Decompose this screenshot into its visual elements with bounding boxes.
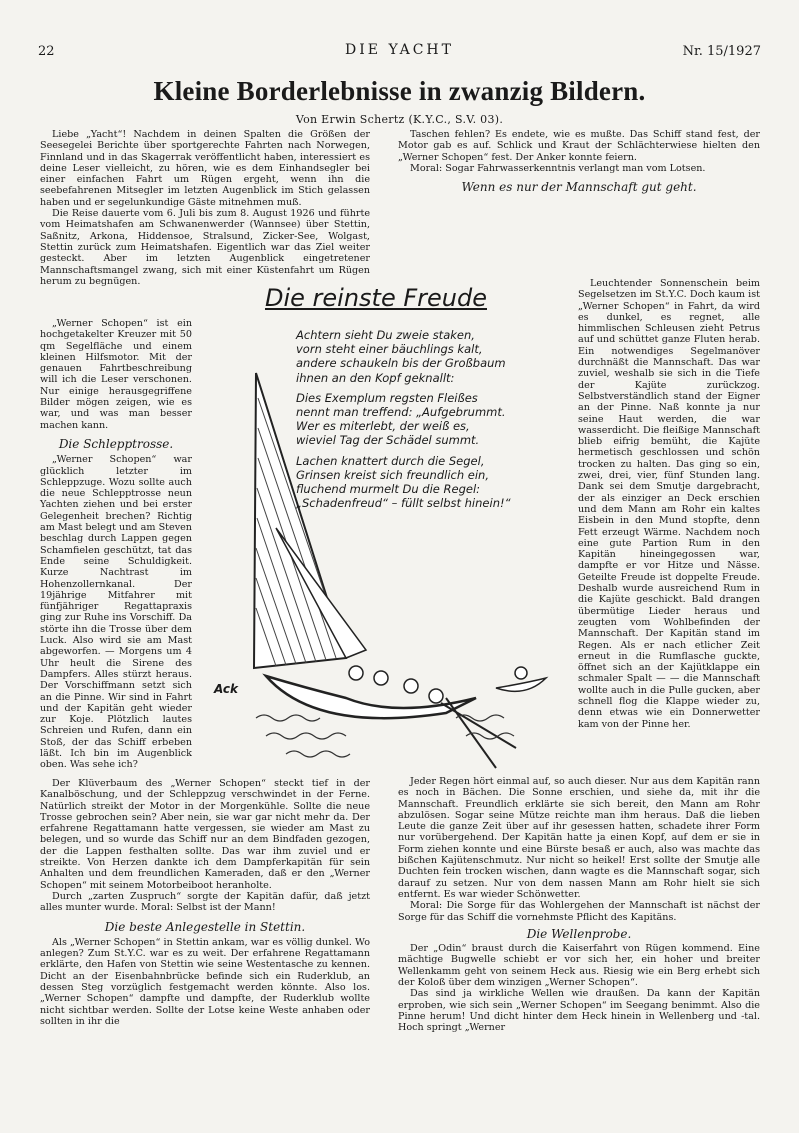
artist-signature: Ack [214, 682, 239, 696]
poem-line: „Schadenfreud“ – füllt selbst hinein!“ [296, 496, 511, 511]
section-heading: Die Schlepptrosse. [58, 436, 174, 451]
poem-line: vorn steht einer bäuchlings kalt, [296, 342, 483, 357]
illustration [196, 278, 576, 778]
paragraph: Die Reise dauerte vom 6. Juli bis zum 8. August 1926 und führte vom Heimatshafen am Schwanenwerder (Wannsee) über Stettin, Saßnitz, Arkona, Hiddensoe, Stralsund, Zicker-See, Wolgast, Stettin zurück zum Heimatshafen. Eigentlich war das Ziel weiter gesteckt. Aber im letzten Augenblick eingetretener Mannschaftsmangel zwang, sich mit einer Küstenfahrt um Rügen herum zu begnügen. [40, 208, 370, 287]
illustration-poem [296, 328, 546, 510]
poem-line: ihnen an den Kopf geknallt: [296, 370, 455, 385]
poem-line: Dies Exemplum regsten Fleißes [296, 390, 478, 405]
paragraph: Moral: Sogar Fahrwasserkenntnis verlangt man vom Lotsen. [410, 162, 706, 174]
poem-line: nennt man treffend: „Aufgebrummt. [296, 405, 506, 420]
section-heading: Wenn es nur der Mannschaft gut geht. [461, 180, 697, 195]
poem-line: Achtern sieht Du zweie staken, [296, 328, 475, 342]
poem-line: fluchend murmelt Du die Regel: [296, 482, 481, 497]
paragraph: Taschen fehlen? Es endete, wie es mußte. Das Schiff stand fest, der Motor gab es auf. Schlick und Kraut der Schlächterwiese hielten den „Werner Schopen“ fest. Der Anker konnte feiern. [398, 129, 760, 163]
page-number: 22 [38, 44, 55, 59]
paragraph: Liebe „Yacht“! Nachdem in deinen Spalten die Größen der Seesegelei Berichte über sportgerechte Fahrten nach Norwegen, Finnland und in das Skagerrak veröffentlicht haben, interessiert es deine Leser vielleicht, zu hören, wie es dem Einhandsegler bei einer einfachen Fahrt um Rügen ergeht, wenn ihn die seebefahrenen Mitsegler im letzten Augenblick im Stich gelassen haben und er segelunkundige Gäste mitnehmen muß. [40, 129, 370, 208]
left-column-top [40, 129, 370, 287]
illustration-title: Die reinste Freude [264, 284, 487, 312]
issue-number: Nr. 15/1927 [682, 44, 761, 59]
paragraph: Moral: Die Sorge für das Wohlergehen der Mannschaft ist nächst der Sorge für das Schiff die vornehmste Pflicht des Kapitäns. [398, 900, 760, 923]
paragraph: Als „Werner Schopen“ in Stettin ankam, war es völlig dunkel. Wo anlegen? Zum St.Y.C. war es zu weit. Der erfahrene Regattamann erklärte, den Hafen von Stettin wie seine Westentasche zu kennen. Dicht an der Eisenbahnbrücke befinde sich ein Ruderklub, an dessen Steg vorzüglich festgemacht werden könnte. Also los. „Werner Schopen“ dampfte und dampfte, der Ruderklub wollte nicht sichtbar werden. Sollte der Lotse keine Weste anhaben oder sollten in ihr die [40, 936, 370, 1027]
poem-line: Lachen knattert durch die Segel, [296, 453, 485, 468]
paragraph: Jeder Regen hört einmal auf, so auch dieser. Nur aus dem Kapitän rann es noch in Bächen. Die Sonne erschien, und siehe da, mit ihr die Mannschaft. Freundlich erklärte sie sich bereit, den Mann am Rohr abzulösen. Sogar seine Mütze reichte man ihm heraus. Daß die lieben Leute die ganze Zeit über auf ihr gesessen hatten, schadete ihrer Form nur vorübergehend. Der Kapitän hatte ja einen Kopf, auf dem er sie in Form ziehen konnte und eine Bürste besaß er auch, also was machte das bißchen Kajütenschmutz. Nur nicht so heikel! Erst sollte der Smutje alle Duchten fein trocken wischen, dann wagte es die Mannschaft sogar, sich darauf zu setzen. Nur von dem nassen Mann am Rohr hielt sie sich entfernt. Es war wieder Schönwetter. [398, 776, 760, 900]
journal-name: DIE YACHT [345, 42, 454, 58]
poem-line: andere schaukeln bis der Großbaum [296, 356, 506, 371]
right-column-top [398, 129, 760, 197]
paragraph: „Werner Schopen“ war glücklich letzter im Schleppzuge. Wozu sollte auch die neue Schlepptrosse neun Yachten ziehen und bei erster Gelegenheit brechen? Richtig am Mast belegt und am Steven beschlag durch Lappen gegen Schamfielen geschützt, tat das Ende seine Schuldigkeit. Kurze Nachtrast im Hohenzollernkanal. Der 19jährige Mitfahrer mit fünfjähriger Regattapraxis ging zur Ruhe ins Vorschiff. Da störte ihn die Trosse über dem Luck. Also wird sie am Mast abgeworfen. — Morgens um 4 Uhr heult die Sirene des Dampfers. Alles stürzt heraus. Der Vorschiffmann setzt sich an die Pinne. Wir sind in Fahrt und der Kapitän geht wieder zur Koje. Plötzlich lautes Schreien und Rufen, dann ein Stoß, der das Schiff erbeben läßt. Ich bin im Augenblick oben. Was sehe ich? [40, 454, 192, 771]
section-heading: Die Wellenprobe. [526, 926, 632, 941]
paragraph: Der „Odin“ braust durch die Kaiserfahrt von Rügen kommend. Eine mächtige Bugwelle schiebt er vor sich her, ein hoher und breiter Wellenkamm geht von seinem Heck aus. Riesig wie ein Berg erhebt sich der Koloß über dem winzigen „Werner Schopen“. [398, 943, 760, 989]
paragraph: „Werner Schopen“ ist ein hochgetakelter Kreuzer mit 50 qm Segelfläche und einem kleinen Hilfsmotor. Mit der genauen Fahrtbeschreibung will ich die Leser verschonen. Nur einige herausgegriffene Bilder mögen zeigen, wie es war, und was man besser machen kann. [40, 318, 192, 431]
article-byline: Von Erwin Schertz (K.Y.C., S.V. 03). [295, 113, 504, 126]
paragraph: Das sind ja wirkliche Wellen wie draußen. Da kann der Kapitän erproben, wie sich sein „Werner Schopen“ im Seegang benimmt. Also die Pinne herum! Und dicht hinter dem Heck hinein in Wellenberg und -tal. Hoch springt „Werner [398, 988, 760, 1034]
article-title: Kleine Borderlebnisse in zwanzig Bildern. [153, 76, 646, 106]
paragraph: Der Klüverbaum des „Werner Schopen“ steckt tief in der Kanalböschung, und der Schleppzug verschwindet in der Ferne. Natürlich streikt der Motor in der Morgenkühle. Sollte die neue Trosse gebrochen sein? Aber nein, sie war gar nicht mehr da. Der erfahrene Regattamann hatte vergessen, sie wieder am Mast zu belegen, und so wurde das Schiff nur an dem Bindfaden gezogen, der die Lappen festhalten sollte. Das war ihm zuviel und er streikte. Von Herzen dankte ich dem Dampferkapitän für sein Anhalten und dem freundlichen Kameraden, daß er den „Werner Schopen“ mit seinem Motorbeiboot heranholte. [40, 778, 370, 891]
left-column-narrow [40, 318, 192, 771]
poem-line: Grinsen kreist sich freundlich ein, [296, 467, 490, 482]
paragraph: Durch „zarten Zuspruch“ sorgte der Kapitän dafür, daß jetzt alles munter wurde. Moral: Selbst ist der Mann! [40, 890, 370, 914]
poem-line: Wer es miterlebt, der weiß es, [296, 419, 470, 434]
left-column-bottom [40, 778, 370, 1027]
right-column-bottom [398, 776, 760, 1034]
right-column-narrow [578, 278, 760, 730]
paragraph: Leuchtender Sonnenschein beim Segelsetzen im St.Y.C. Doch kaum ist „Werner Schopen“ in Fahrt, da wird es dunkel, es regnet, alle himmlischen Schleusen zieht Petrus auf und schüttet ganze Fluten herab. Ein notwendiges Segelmanöver durchnäßt die Mannschaft. Das war zuviel, weshalb sie sich in die Tiefe der Kajüte zurückzog. Selbstverständlich stand der Eigner an der Pinne. Naß konnte ja nur seine Haut werden, die war wasserdicht. Die fleißige Mannschaft blieb eifrig bemüht, die Kajüte hermetisch geschlossen und schön trocken zu halten. Das ging so ein, zwei, drei, vier, fünf Stunden lang. Dank sei dem Smutje dargebracht, der als einziger an Deck erschien und dem Mann am Rohr ein kaltes Eisbein in den Mund stopfte, denn Fett erzeugt Wärme. Nachdem noch eine gute Partion Rum in den Kapitän hineingegossen war, dampfte er vor Hitze und Nässe. Geteilte Freude ist doppelte Freude. Deshalb wurde ausreichend Rum in die Kajüte geschickt. Bald drangen übermütige Lieder heraus und zeugten vom Wohlbefinden der Mannschaft. Der Kapitän stand im Regen. Als er nach etlicher Zeit erneut in die Rumflasche guckte, öffnet sich an der Kajütklappe ein schmaler Spalt — — die Mannschaft wollte auch in die Pulle gucken, aber schnell flog die Klappe wieder zu, denn etwas wie ein Donnerwetter kam von der Pinne her. [578, 278, 760, 730]
section-heading: Die beste Anlegestelle in Stettin. [104, 919, 306, 934]
poem-line: wieviel Tag der Schädel summt. [296, 433, 480, 448]
